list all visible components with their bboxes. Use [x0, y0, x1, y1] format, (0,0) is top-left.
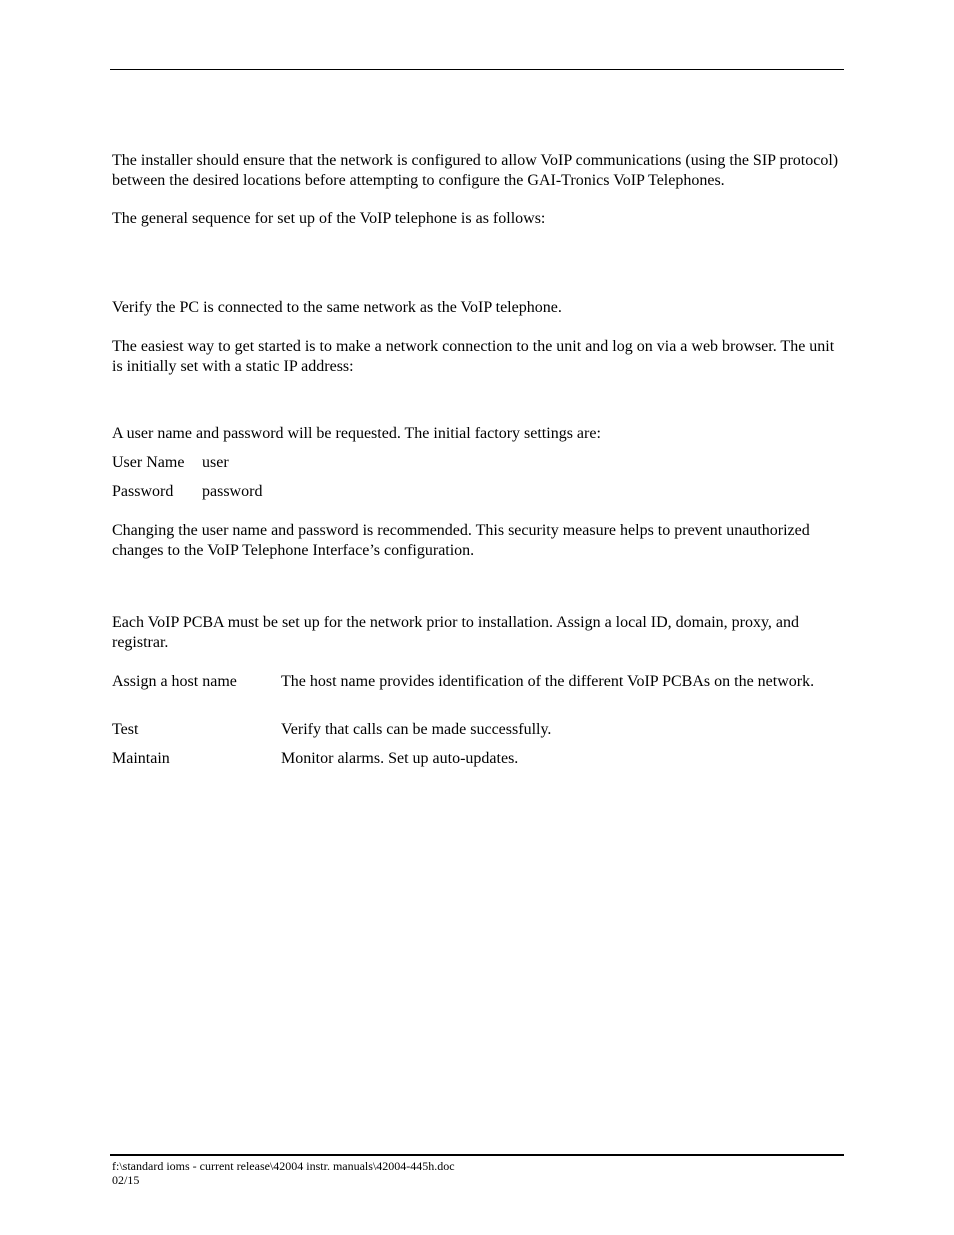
pcba-setup-paragraph: Each VoIP PCBA must be set up for the network prior to installation. Assign a local ID, domain, proxy, and registrar.	[112, 614, 800, 651]
getting-started-paragraph: The easiest way to get started is to make a network connection to the unit and log on via a web browser. The unit is initially set with a static IP address:	[112, 338, 835, 375]
step-desc-assign-host-name: The host name provides identification of the different VoIP PCBAs on the network.	[281, 673, 815, 690]
credentials-intro: A user name and password will be requested. The initial factory settings are:	[112, 425, 601, 442]
step-term-maintain: Maintain	[112, 750, 170, 767]
step-desc-test: Verify that calls can be made successfully.	[281, 721, 552, 738]
footer-file-path: f:\standard ioms - current release\42004 instr. manuals\42004-445h.doc	[112, 1159, 455, 1173]
credential-value-username: user	[202, 454, 229, 471]
step-desc-maintain: Monitor alarms. Set up auto-updates.	[281, 750, 519, 767]
verify-pc-paragraph: Verify the PC is connected to the same network as the VoIP telephone.	[112, 299, 562, 316]
credential-label-password: Password	[112, 483, 174, 500]
footer-date: 02/15	[112, 1173, 140, 1187]
change-credentials-paragraph: Changing the user name and password is recommended. This security measure helps to prevent unauthorized changes to the VoIP Telephone Interface’s configuration.	[112, 522, 810, 559]
step-term-test: Test	[112, 721, 139, 738]
credential-label-username: User Name	[112, 454, 185, 471]
setup-sequence-intro: The general sequence for set up of the VoIP telephone is as follows:	[112, 210, 546, 227]
footer-rule	[110, 1154, 844, 1156]
credential-value-password: password	[202, 483, 263, 500]
header-rule	[110, 69, 844, 70]
network-requirements-paragraph: The installer should ensure that the network is configured to allow VoIP communications (using the SIP protocol) between the desired locations before attempting to configure the GAI-Tronics VoIP Telephones.	[112, 152, 839, 189]
step-term-assign-host-name: Assign a host name	[112, 673, 237, 690]
